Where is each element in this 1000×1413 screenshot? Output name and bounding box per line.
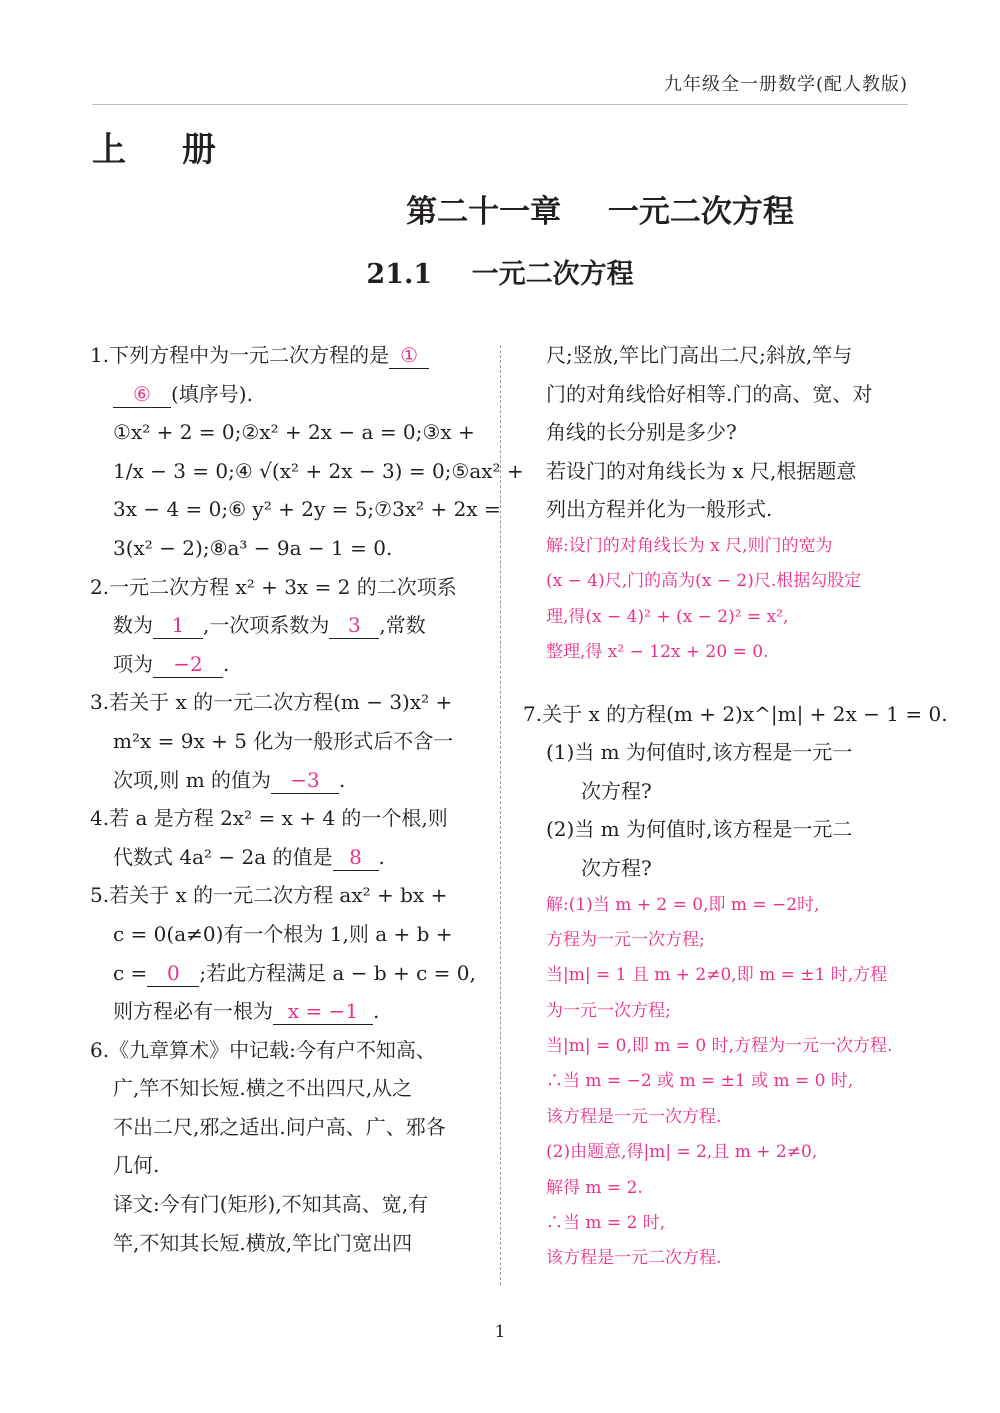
page-number: 1 xyxy=(494,1322,506,1342)
volume-title: 上 册 xyxy=(92,130,238,170)
question-4: 4.若 a 是方程 2x² = x + 4 的一个根,则 xyxy=(90,806,448,831)
chapter-number: 第二十一章 xyxy=(406,194,562,230)
q1-options: 1/x − 3 = 0;④ √(x² + 2x − 3) = 0;⑤ax² + xyxy=(113,458,524,483)
answer-blank: x = −1 xyxy=(273,998,373,1025)
answer-blank: ① xyxy=(389,342,429,369)
chapter-name: 一元二次方程 xyxy=(607,194,794,230)
answer-blank: −2 xyxy=(153,651,223,678)
question-2: 2.一元二次方程 x² + 3x = 2 的二次项系 xyxy=(90,574,457,599)
answer-blank: 1 xyxy=(153,612,203,639)
section-number: 21.1 xyxy=(366,259,433,290)
answer-blank: ⑥ xyxy=(113,381,171,408)
section-name: 一元二次方程 xyxy=(471,259,634,290)
question-5: 5.若关于 x 的一元二次方程 ax² + bx + xyxy=(90,883,448,908)
q1-options: 3x − 4 = 0;⑥ y² + 2y = 5;⑦3x² + 2x = xyxy=(113,497,501,522)
answer-blank: −3 xyxy=(271,767,339,794)
question-6: 6.《九章算术》中记载:今有户不知高、 xyxy=(90,1037,436,1062)
q1-options: ①x² + 2 = 0;②x² + 2x − a = 0;③x + xyxy=(113,420,475,445)
right-column: 尺;竖放,竿比门高出二尺;斜放,竿与 门的对角线恰好相等.门的高、宽、对 角线的长分别是多少? 若设门的对角线长为 x 尺,根据题意 列出方程并化为一般形式. 解:设门的对角线长为 x 尺,则门的宽为 (x − 4)尺,门的高为(x − 2)尺.根据勾股定 理,得(x − 4)² + (x − 2)² = x², 整理,得 x² − 12x + 20 = 0. 7.关于 x 的方程(m + 2)x^|m| + 2x − 1 = 0. (1)当 m 为何值时,该方程是一元一 次方程? (2)当 m 为何值时,该方程是一元二 次方程? 解:(1)当 m + 2 = 0,即 m = −2时, 方程为一元一次方程; 当|m| = 1 且 m + 2≠0,即 m = ±1 时,方程 为一元一次方程; 当|m| = 0,即 m = 0 时,方程为一元一次方程. ∴当 m = −2 或 m = ±1 或 m = 0 时, 该方程是一元一次方程. (2)由题意,得|m| = 2,且 m + 2≠0, 解得 m = 2. ∴当 m = 2 时, 该方程是一元二次方程. xyxy=(523,343,948,1269)
q6-translation: 译文:今有门(矩形),不知其高、宽,有 xyxy=(113,1192,429,1217)
answer-blank: 0 xyxy=(147,960,199,987)
chapter-title xyxy=(100,186,1000,231)
q6-solution: 解:设门的对角线长为 x 尺,则门的宽为 xyxy=(546,535,833,556)
q7-solution: 解:(1)当 m + 2 = 0,即 m = −2时, xyxy=(546,894,820,915)
question-1: 1.下列方程中为一元二次方程的是 ① xyxy=(90,336,478,375)
question-3: 3.若关于 x 的一元二次方程(m − 3)x² + xyxy=(90,690,453,715)
header-rule xyxy=(92,104,908,105)
answer-blank: 8 xyxy=(333,844,379,871)
book-title: 九年级全一册数学(配人教版) xyxy=(663,74,908,95)
question-7: 7.关于 x 的方程(m + 2)x^|m| + 2x − 1 = 0. xyxy=(523,701,948,726)
answer-blank: 3 xyxy=(329,612,379,639)
section-title xyxy=(0,252,1000,291)
q1-options: 3(x² − 2);⑧a³ − 9a − 1 = 0. xyxy=(113,535,393,560)
left-column: 1.下列方程中为一元二次方程的是 ① ⑥ (填序号). ①x² + 2 = 0;②x² + 2x − a = 0;③x + 1/x − 3 = 0;④ √(x² + 2x − 3) = 0;⑤ax² + 3x − 4 = 0;⑥ y² + 2y = 5;⑦3x² + 2x = 3(x² − 2);⑧a³ − 9a − 1 = 0. 2.一元二次方程 x² + 3x = 2 的二次项系 数为 1 ,一次项系数为 3 ,常数 项为 −2 . 3.若关于 x 的一元二次方程(m − 3)x² + m²x = 9x + 5 化为一般形式后不含一 次项,则 m 的值为 −3 . 4.若 a 是方程 2x² = x + 4 的一个根,则 代数式 4a² − 2a 的值是 8 . 5.若关于 x 的一元二次方程 ax² + bx + c = 0(a≠0)有一个根为 1,则 a + b + c = 0 ;若此方程满足 a − b + c = 0, 则方程必有一根为 x = −1 . 6.《九章算术》中记载:今有户不知高、 广,竿不知长短.横之不出四尺,从之 不出二尺,邪之适出.问户高、广、邪各 几何. 译文:今有门(矩形),不知其高、宽,有 竿,不知其长短.横放,竿比门宽出四 xyxy=(90,336,478,1262)
